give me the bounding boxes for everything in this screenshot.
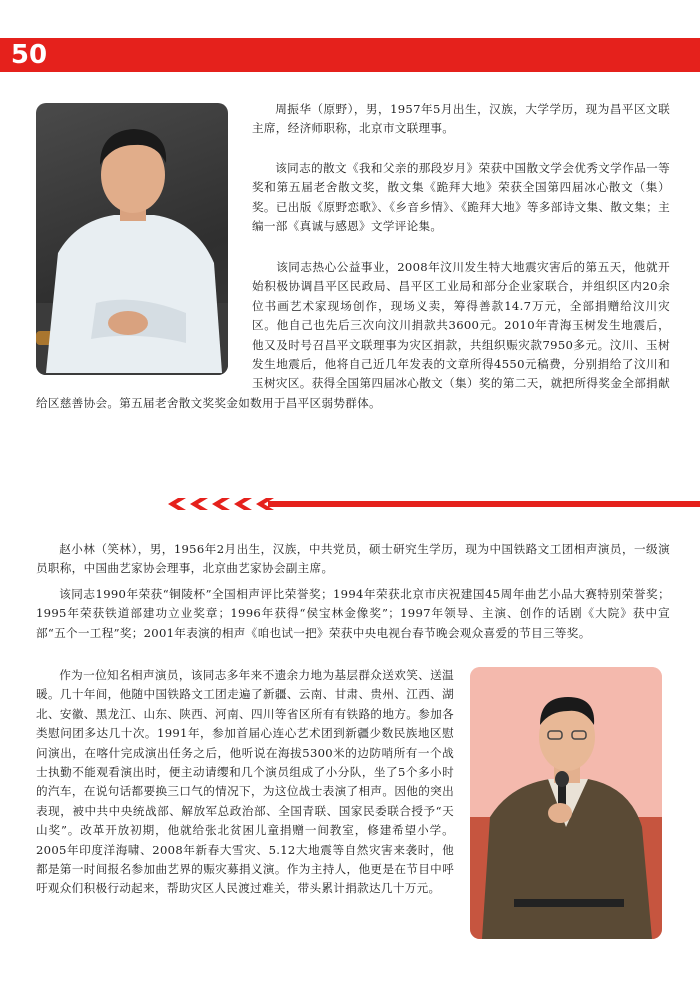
person2-intro: 赵小林（笑林），男，1956年2月出生，汉族，中共党员，硕士研究生学历，现为中国铁路文工团相声演员，一级演员职称，中国曲艺家协会理事，北京曲艺家协会副主席。: [36, 542, 670, 576]
person1-charity: [36, 258, 670, 413]
person1-awards: 该同志的散文《我和父亲的那段岁月》荣获中国散文学会优秀文学作品一等奖和第五届老舍散文奖，散文集《跪拜大地》荣获全国第四届冰心散文（集）奖。已出版《原野恋歌》、《乡音乡情》、《跪拜大地》等多部诗文集、散文集；主编一部《真诚与感恩》文学评论集。: [252, 161, 670, 234]
person2-charity: 作为一位知名相声演员，该同志多年来不遗余力地为基层群众送欢笑、送温暖。几十年间，他随中国铁路文工团走遍了新疆、云南、甘肃、贵州、江西、湖北、安徽、黑龙江、山东、陕西、河南、四川等省区所有有铁路的地方。参加各类慰问团多达几十次。1991年，参加首届心连心艺术团到新疆少数民族地区慰问演出，在喀什完成演出任务之后，他听说在海拔5300米的边防哨所有一个战士执勤不能观看演出时，便主动请缨和几个演员组成了小分队，坐了5个多小时的汽车，在说句话都要换三口气的情况下，为这位战士表演了相声。因他的突出表现，被中共中央统战部、解放军总政治部、全国青联、国家民委联合授予“天山奖”。改革开放初期，他就给张北贫困儿童捐赠一间教室，修建希望小学。2005年印度洋海啸、2008年新春大雪灾、5.12大地震等自然灾害来袭时，他都是第一时间报名参加曲艺界的赈灾募捐义演。作为主持人，他更是在节目中呼吁观众们积极行动起来，帮助灾区人民渡过难关，带头累计捐款达几十万元。: [36, 668, 454, 896]
wrap-spacer: [36, 258, 252, 376]
person2-awards: 该同志1990年荣获“铜陵杯”全国相声评比荣誉奖；1994年荣获北京市庆祝建国45周年曲艺小品大赛特别荣誉奖；1995年荣获铁道部建功立业奖章；1996年获得“侯宝林金像奖”；1997年领导、主演、创作的话剧《大院》获中宣部“五个一工程”奖；2001年表演的相声《咱也试一把》荣获中央电视台春节晚会观众喜爱的节目三等奖。: [36, 587, 670, 640]
header-bar: [0, 38, 700, 72]
page-number: 50: [0, 38, 58, 72]
person1-charity-text: 该同志热心公益事业，2008年汶川发生特大地震灾害后的第五天，他就开始积极协调昌平区民政局、昌平区工业局和部分企业家联合，并组织区内20余位书画艺术家现场创作，现场义卖，筹得善款14.7万元，全部捐赠给汶川灾区。他自己也先后三次向汶川捐款共3600元。2010年青海玉树发生地震后，他又及时号召昌平文联理事为灾区捐款，共组织赈灾款7950多元。汶川、玉树发生地震后，他将自己近几年发表的文章所得4550元稿费，分别捐给了汶川和玉树灾区。获得全国第四届冰心散文（集）奖的第二天，就把所得奖金全部捐献给区慈善协会。第五届老舍散文奖奖金如数用于昌平区弱势群体。: [36, 260, 670, 410]
person1-intro: 周振华（原野），男，1957年5月出生，汉族，大学学历，现为昌平区文联主席，经济师职称，北京市文联理事。: [252, 102, 670, 136]
section-divider: [168, 498, 700, 510]
portrait-photo-zhao: [470, 667, 662, 939]
portrait-figure-2: [470, 667, 662, 939]
